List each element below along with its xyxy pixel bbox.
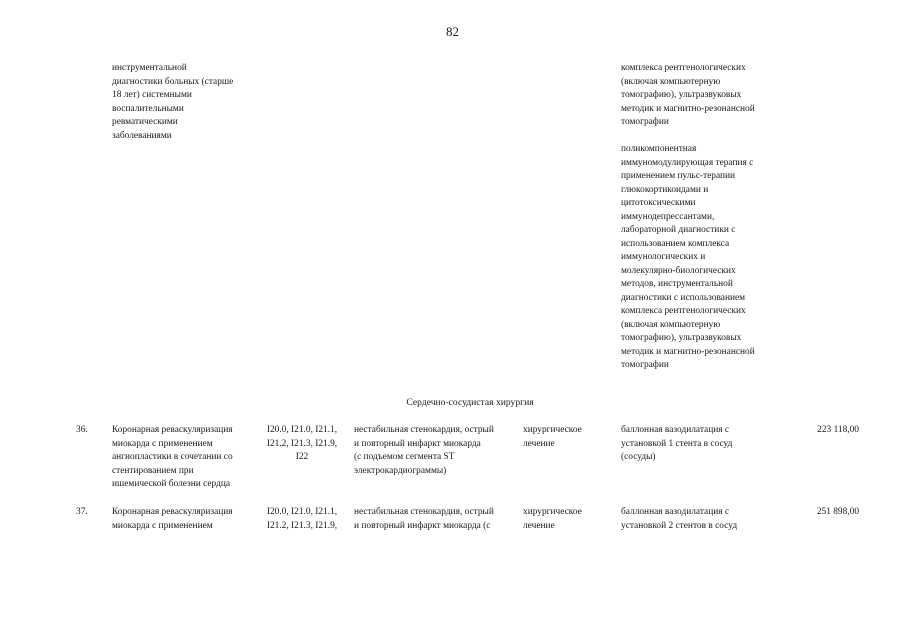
text-line: комплекса рентгенологических [621, 63, 746, 73]
text-line: хирургическое [523, 507, 582, 517]
row-number: 36. [76, 425, 88, 435]
price: 223 118,00 [817, 425, 859, 435]
text-line: миокарда с применением [112, 438, 213, 449]
text-line: установкой 2 стентов в сосуд [621, 520, 738, 531]
text-line: заболеваниями [112, 130, 172, 141]
text-line: нестабильная стенокардия, острый [354, 507, 494, 517]
text-line: томографии [621, 360, 669, 370]
text-line: цитотоксическими [621, 198, 696, 208]
text-line: методик и магнитно-резонансной [621, 346, 755, 357]
text-line: томографии [621, 117, 669, 127]
text-line: диагностики больных (старше [112, 76, 234, 87]
text-line: и повторный инфаркт миокарда (с [354, 520, 491, 531]
text-line: ревматическими [112, 117, 178, 127]
price: 251 898,00 [816, 507, 859, 517]
text-line: комплекса рентгенологических [621, 306, 746, 316]
text-line: ишемической болезни сердца [112, 479, 231, 489]
continued-method-2 [621, 143, 755, 373]
text-line: I20.0, I21.0, I21.1, [266, 507, 338, 517]
treatment-name [112, 506, 233, 533]
text-line: (включая компьютерную [621, 76, 721, 87]
text-line: стентированием при [112, 465, 194, 476]
text-line: хирургическое [523, 425, 582, 435]
treatment-method [621, 506, 737, 533]
text-line: томографию), ультразвуковых [621, 90, 742, 100]
text-line: инструментальной [112, 63, 187, 73]
treatment-name [112, 424, 233, 492]
icd-codes [262, 506, 342, 533]
text-line: иммунодепрессантами, [621, 211, 715, 222]
patient-model [354, 424, 494, 478]
text-line: применением пульс-терапии [621, 171, 736, 181]
text-line: Коронарная реваскуляризация [112, 425, 233, 435]
text-line: 18 лет) системными [112, 90, 192, 100]
continued-method-tail [621, 62, 755, 130]
text-line: диагностики с использованием [621, 292, 746, 303]
text-line: методик и магнитно-резонансной [621, 103, 755, 114]
text-line: I22 [295, 452, 309, 462]
text-line: воспалительными [112, 103, 184, 114]
text-line: I20.0, I21.0, I21.1, [266, 425, 338, 435]
text-line: лечение [523, 438, 555, 449]
treatment-type [523, 506, 582, 533]
text-line: иммуномодулирующая терапия с [621, 157, 754, 168]
text-line: использованием комплекса [621, 238, 730, 249]
text-line: лечение [523, 520, 555, 531]
text-line: (сосуды) [621, 452, 656, 462]
text-line: (с подъемом сегмента ST [354, 452, 455, 462]
text-line: миокарда с применением [112, 520, 213, 531]
text-line: лабораторной диагностики с [621, 225, 736, 235]
text-line: глюкокортикоидами и [621, 184, 709, 195]
text-line: I21.2, I21.3, I21.9, [266, 438, 338, 449]
text-line: ангиопластики в сочетании со [112, 452, 233, 462]
treatment-method [621, 424, 732, 465]
continued-patient-model [112, 62, 233, 143]
text-line: Коронарная реваскуляризация [112, 507, 233, 517]
text-line: баллонная вазодилатация с [621, 425, 730, 435]
text-line: томографию), ультразвуковых [621, 333, 742, 343]
text-line: и повторный инфаркт миокарда [354, 438, 481, 449]
treatment-type [523, 424, 582, 451]
text-line: баллонная вазодилатация с [621, 507, 730, 517]
text-line: (включая компьютерную [621, 319, 721, 330]
row-number: 37. [76, 507, 88, 517]
patient-model [354, 506, 494, 533]
text-line: методов, инструментальной [621, 279, 733, 289]
section-title: Сердечно-сосудистая хирургия [406, 397, 534, 408]
text-line: поликомпонентная [621, 144, 697, 154]
page-number: 82 [446, 24, 459, 39]
icd-codes [262, 424, 342, 465]
text-line: установкой 1 стента в сосуд [621, 438, 733, 449]
text-line: молекулярно-биологических [621, 265, 736, 276]
text-line: электрокардиограммы) [354, 465, 447, 476]
text-line: нестабильная стенокардия, острый [354, 425, 494, 435]
text-line: иммунологических и [621, 252, 706, 262]
text-line: I21.2, I21.3, I21.9, [266, 520, 338, 531]
